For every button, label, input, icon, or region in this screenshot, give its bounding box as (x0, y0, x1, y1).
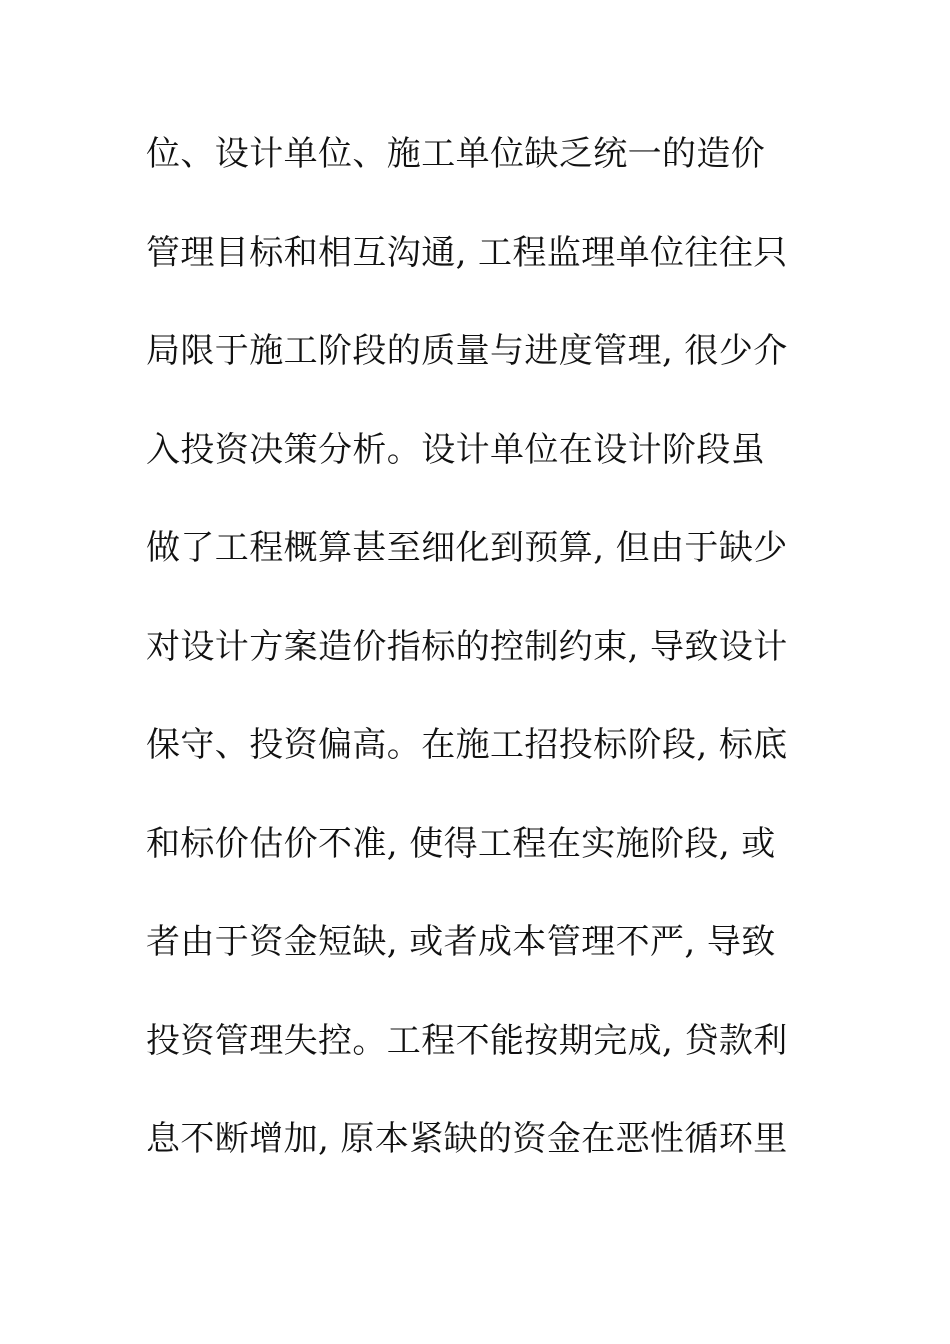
text-line: 者由于资金短缺, 或者成本管理不严, 导致 (146, 922, 776, 962)
text-line: 局限于施工阶段的质量与进度管理, 很少介 (146, 331, 788, 371)
text-line: 位、设计单位、施工单位缺乏统一的造价 (146, 134, 766, 174)
text-line: 对设计方案造价指标的控制约束, 导致设计 (146, 626, 788, 667)
text-line: 入投资决策分析。设计单位在设计阶段虽 (146, 429, 766, 470)
text-line: 和标价估价不准, 使得工程在实施阶段, 或 (146, 823, 776, 864)
text-line: 做了工程概算甚至细化到预算, 但由于缺少 (146, 528, 788, 568)
text-line: 投资管理失控。工程不能按期完成, 贷款利 (146, 1020, 788, 1061)
body-text (146, 126, 806, 1210)
text-line: 息不断增加, 原本紧缺的资金在恶性循环里 (146, 1119, 788, 1159)
text-line: 管理目标和相互沟通, 工程监理单位往往只 (146, 232, 788, 273)
text-line: 保守、投资偏高。在施工招投标阶段, 标底 (146, 725, 788, 765)
